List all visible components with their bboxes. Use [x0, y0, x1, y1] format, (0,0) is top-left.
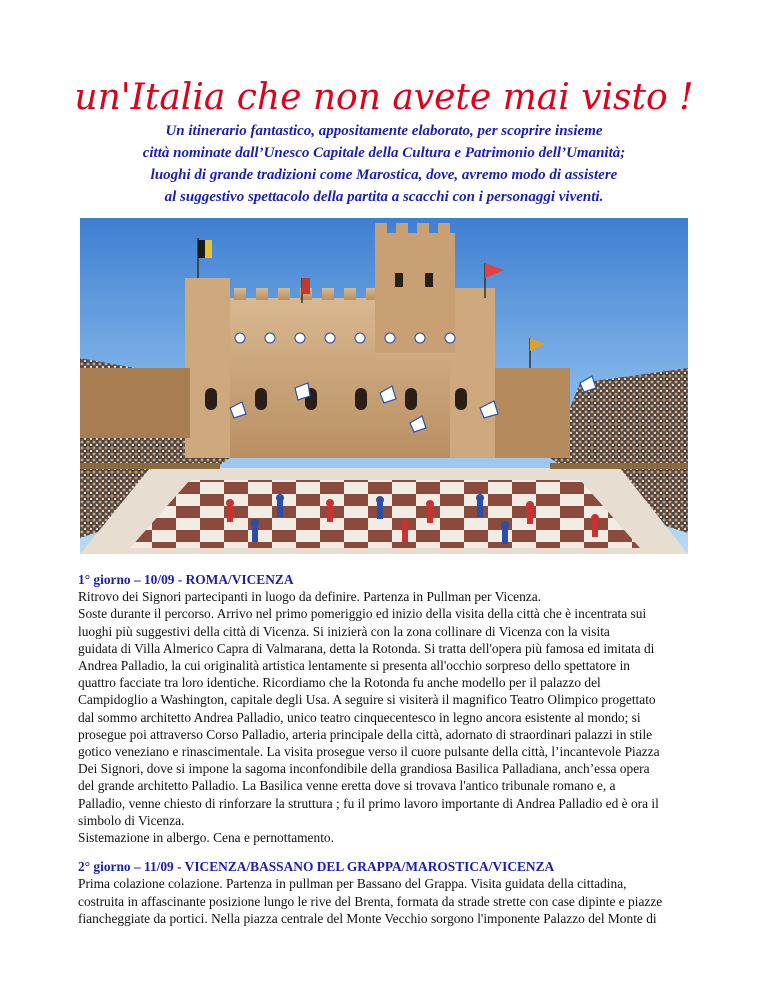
paragraph-line: Soste durante il percorso. Arrivo nel primo pomeriggio ed inizio della visita della città che è incentrata sui	[78, 606, 647, 622]
paragraph-line: Ritrovo dei Signori partecipanti in luogo da definire. Partenza in Pullman per Vicenza.	[78, 589, 542, 605]
paragraph-line: dal sommo architetto Andrea Palladio, unico teatro cinquecentesco in legno ancora esistente al mondo; si	[78, 709, 641, 725]
paragraph-line: del grande architetto Palladio. La Basilica venne eretta dove si trovava l'antico tribunale romano e, a	[78, 778, 616, 794]
day-title: 2° giorno – 11/09 - VICENZA/BASSANO DEL GRAPPA/MAROSTICA/VICENZA	[78, 859, 555, 875]
paragraph-line: prosegue poi attraverso Corso Palladio, arteria principale della città, adornato di straordinari palazzi in stile	[78, 726, 653, 742]
subtitle-line: città nominate dall’Unesco Capitale della Cultura e Patrimonio dell’Umanità;	[142, 145, 626, 161]
paragraph-line: gotico veneziano e rinascimentale. La visita prosegue verso il cuore pulsante della città, l’incantevole Piazza	[78, 744, 660, 760]
paragraph-line: simbolo di Vicenza.	[78, 812, 185, 828]
subtitle-line: luoghi di grande tradizioni come Marostica, dove, avremo modo di assistere	[150, 167, 618, 183]
paragraph-line: Dei Signori, dove si impone la sagoma inconfondibile della grandiosa Basilica Palladiana, anch’essa opera	[78, 761, 650, 777]
day-2	[78, 858, 698, 927]
day-title: 1° giorno – 10/09 - ROMA/VICENZA	[78, 572, 294, 587]
paragraph-line: Sistemazione in albergo. Cena e pernottamento.	[78, 830, 334, 846]
paragraph-line: costruita in affascinante posizione lungo le rive del Brenta, formata da strade strette con case dipinte e piazze	[78, 893, 663, 909]
paragraph-line: Campidoglio a Washington, capitale degli Usa. A seguire si visiterà il magnifico Teatro Olimpico progettato	[78, 692, 656, 708]
paragraph-line: luoghi più suggestivi della città di Vicenza. Si inizierà con la zona collinare di Vicenza con la visita	[78, 623, 610, 639]
day-1	[78, 571, 698, 846]
hero-image	[80, 218, 688, 554]
paragraph-line: Prima colazione colazione. Partenza in pullman per Bassano del Grappa. Visita guidata della cittadina,	[78, 876, 627, 892]
subtitle-line: Un itinerario fantastico, appositamente elaborato, per scoprire insieme	[165, 123, 603, 139]
paragraph-line: Palladio, venne chiesto di rinforzare la struttura ; fu il primo lavoro importante di Andrea Palladio ed è ora il	[78, 795, 659, 811]
paragraph-line: fiancheggiate da portici. Nella piazza centrale del Monte Vecchio sorgono l'imponente Palazzo del Monte di	[78, 910, 657, 926]
page-title: un'Italia che non avete mai visto !	[74, 77, 694, 118]
paragraph-line: quattro facciate tra loro identiche. Ricordiamo che la Rotonda fu anche modello per il palazzo del	[78, 675, 601, 691]
subtitle-line: al suggestivo spettacolo della partita a scacchi con i personaggi viventi.	[164, 189, 604, 205]
marostica-castle-illustration	[80, 218, 688, 554]
paragraph-line: guidata di Villa Almerico Capra di Valmarana, detta la Rotonda. Si tratta dell'opera più famosa ed imitata di	[78, 640, 655, 656]
subtitle	[40, 120, 728, 208]
itinerary	[78, 571, 698, 939]
paragraph-line: Andrea Palladio, la cui originalità artistica lentamente si presenta all'occhio sorpreso dello spettatore in	[78, 658, 630, 674]
